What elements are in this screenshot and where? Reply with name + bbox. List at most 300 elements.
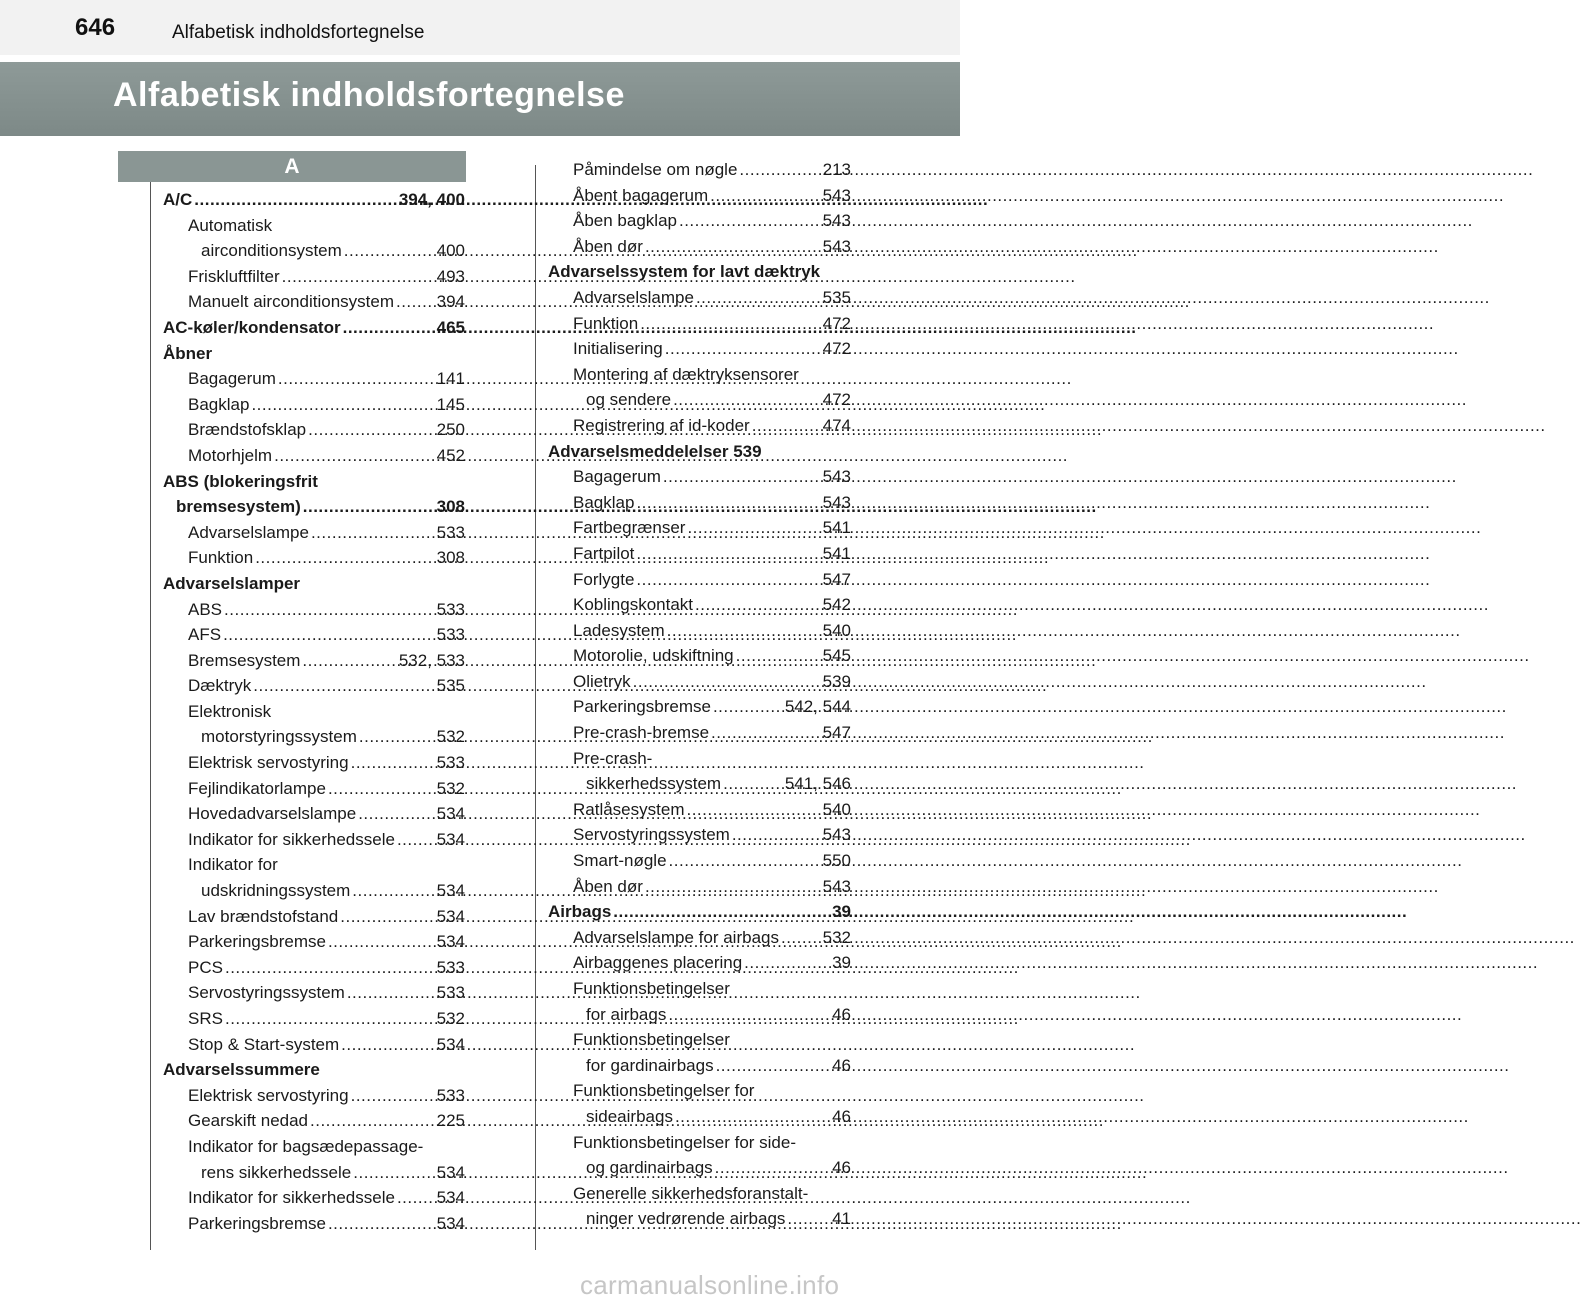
index-entry [163, 904, 465, 930]
index-entry-term: motorstyringssystem [201, 727, 357, 747]
index-entry-term: sideairbags [586, 1106, 673, 1126]
index-entry-page: 547 [822, 723, 851, 743]
dot-leader [341, 1032, 434, 1058]
index-entry [163, 264, 465, 290]
index-entry-term: Bremsesystem [188, 650, 301, 670]
dot-leader [710, 183, 820, 209]
index-entry [548, 208, 851, 234]
index-entry-term: airconditionsystem [201, 241, 342, 261]
index-entry [548, 899, 851, 925]
index-entry-term: Funktionsbetingelser [573, 979, 730, 998]
index-entry-page: 534 [436, 932, 465, 952]
index-entry-term: Generelle sikkerhedsforanstalt- [573, 1183, 809, 1203]
index-entry-page: 534 [436, 1162, 465, 1182]
index-entry [548, 592, 851, 618]
index-entry [163, 980, 465, 1006]
dot-leader [686, 797, 820, 823]
dot-leader [359, 724, 435, 750]
index-entry-term: Parkeringsbremse [573, 697, 711, 717]
index-entry [163, 673, 465, 699]
banner-title: Alfabetisk indholdsfortegnelse [113, 76, 625, 114]
dot-leader [645, 234, 821, 260]
dot-leader [397, 827, 435, 853]
dot-leader [752, 413, 821, 439]
index-entry [548, 490, 851, 516]
index-entry-term: AC-køler/kondensator [163, 317, 341, 337]
index-entry-term: Smart-nøgle [573, 851, 667, 871]
dot-leader [353, 1160, 434, 1186]
dot-leader [668, 1002, 830, 1028]
index-entry-page: 547 [822, 569, 851, 589]
index-entry [163, 187, 465, 213]
index-entry-term: Friskluftfilter [188, 266, 280, 286]
dot-leader [613, 899, 830, 925]
index-entry-term: Åbent bagagerum [573, 185, 709, 205]
index-entry-page: 534 [436, 1213, 465, 1233]
index-entry-term: bremsesystem) [176, 497, 301, 517]
index-entry [548, 1206, 851, 1232]
index-entry-term: Funktion [188, 548, 254, 568]
index-entry-page: 452 [436, 445, 465, 465]
index-entry [548, 515, 851, 541]
index-entry-page: 543 [822, 825, 851, 845]
index-entry-term: Elektrisk servostyring [188, 753, 349, 773]
index-entry-page: 533 [436, 983, 465, 1003]
index-entry-term: Funktion [573, 313, 639, 333]
watermark: carmanualsonline.info [580, 1270, 840, 1300]
index-entry [548, 183, 851, 209]
index-entry-term: ABS [188, 599, 223, 619]
dot-leader [308, 417, 435, 443]
index-entry [163, 1134, 465, 1160]
dot-leader [787, 1206, 830, 1232]
index-entry-term: Brændstofsklap [188, 420, 307, 440]
index-entry [548, 1104, 851, 1130]
index-entry-page: 543 [822, 211, 851, 231]
index-entry-page: 493 [436, 266, 465, 286]
index-entry-page: 533 [436, 1085, 465, 1105]
index-entry-term: Stop & Start-system [188, 1034, 340, 1054]
dot-leader [274, 443, 435, 469]
index-entry-page: 543 [822, 467, 851, 487]
index-entry-term: Påmindelse om nøgle [573, 160, 738, 179]
index-entry [548, 1130, 851, 1156]
dot-leader [736, 643, 821, 669]
index-entry-term: Bagklap [573, 492, 635, 512]
index-entry-page: 225 [436, 1111, 465, 1131]
index-entry-page: 543 [822, 492, 851, 512]
left-column-rule [150, 165, 151, 1250]
index-entry-term: Airbaggenes placering [573, 953, 743, 973]
index-entry-term: Initialisering [573, 339, 663, 359]
index-entry [548, 541, 851, 567]
index-entry-page: 46 [832, 1106, 851, 1126]
index-entry-page: 534 [436, 1034, 465, 1054]
dot-leader [351, 750, 435, 776]
index-entry-page: 465 [436, 317, 465, 337]
index-entry-page: 394, 400 [398, 190, 465, 209]
index-entry [163, 494, 465, 520]
index-entry-term: Indikator for sikkerhedssele [188, 829, 395, 849]
index-entry-page: 532 [822, 927, 851, 947]
index-entry-page: 533 [436, 522, 465, 542]
index-entry-page: 400 [436, 241, 465, 261]
index-entry-term: Advarselssystem for lavt dæktryk [548, 262, 821, 282]
dot-leader [636, 490, 820, 516]
index-entry-term: og gardinairbags [586, 1158, 713, 1178]
dot-leader [667, 618, 821, 644]
dot-leader [397, 1185, 435, 1211]
index-entry [163, 417, 465, 443]
index-entry-page: 394 [436, 292, 465, 312]
index-entry [548, 336, 851, 362]
index-entry-term: Bagagerum [188, 369, 276, 389]
index-entry [163, 878, 465, 904]
index-entry [548, 874, 851, 900]
index-entry-page: 39 [832, 953, 851, 973]
index-entry [163, 1032, 465, 1058]
dot-leader [251, 392, 434, 418]
index-entry-term: Motorolie, udskiftning [573, 646, 734, 666]
index-entry-page: 539 [822, 671, 851, 691]
dot-leader [669, 848, 821, 874]
index-entry-page: 534 [436, 881, 465, 901]
index-entry [548, 720, 851, 746]
index-entry-page: 472 [822, 390, 851, 410]
index-entry [548, 1078, 851, 1104]
index-entry-term: ninger vedrørende airbags [586, 1209, 786, 1229]
index-entry-term: PCS [188, 957, 223, 977]
index-entry [163, 776, 465, 802]
index-entry [163, 520, 465, 546]
dot-leader [687, 515, 820, 541]
index-entry-page: 472 [822, 313, 851, 333]
dot-leader [636, 567, 820, 593]
index-entry-term: Indikator for sikkerhedssele [188, 1188, 395, 1208]
dot-leader [328, 929, 435, 955]
index-entry [163, 827, 465, 853]
index-entry-term: Bagklap [188, 394, 250, 414]
index-entry-page: 533 [436, 599, 465, 619]
dot-leader [679, 208, 821, 234]
index-entry-term: Advarselslampe for airbags [573, 927, 779, 947]
index-entry-term: rens sikkerhedssele [201, 1162, 352, 1182]
dot-leader [675, 1104, 830, 1130]
dot-leader [715, 1155, 830, 1181]
index-entry-term: Elektrisk servostyring [188, 1085, 349, 1105]
index-entry [163, 571, 465, 597]
index-entry-term: Forlygte [573, 569, 635, 589]
index-entry-page: 41 [832, 1209, 851, 1229]
index-entry-term: Registrering af id-koder [573, 415, 750, 435]
index-entry [548, 925, 851, 951]
dot-leader [328, 1211, 435, 1237]
dot-leader [358, 801, 434, 827]
index-entry [163, 1006, 465, 1032]
index-entry [548, 259, 851, 285]
index-entry-page: 542 [822, 595, 851, 615]
index-entry-page: 532 [436, 778, 465, 798]
dot-leader [713, 694, 783, 720]
dot-leader [278, 366, 435, 392]
index-entry [548, 567, 851, 593]
index-entry [548, 771, 851, 797]
dot-leader [311, 520, 435, 546]
index-entry-page: 535 [436, 676, 465, 696]
index-entry [548, 362, 851, 388]
index-entry [548, 413, 851, 439]
index-entry [548, 694, 851, 720]
index-entry-term: Indikator for [188, 855, 278, 875]
dot-leader [225, 1006, 435, 1032]
index-entry [548, 285, 851, 311]
index-entry-term: Manuelt airconditionsystem [188, 292, 394, 312]
dot-leader [723, 771, 783, 797]
index-entry [548, 311, 851, 337]
index-entry [548, 1027, 851, 1053]
dot-leader [636, 541, 820, 567]
index-entry-page: 532 [436, 727, 465, 747]
index-entry [163, 852, 465, 878]
index-entry-term: Montering af dæktryksensorer [573, 364, 799, 384]
index-entry-page: 535 [822, 287, 851, 307]
dot-leader [396, 289, 435, 315]
index-entry [163, 289, 465, 315]
index-entry-page: 250 [436, 420, 465, 440]
dot-leader [673, 387, 821, 413]
index-entry [163, 213, 465, 239]
index-entry-term: udskridningssystem [201, 881, 351, 901]
index-entry-page: 541 [822, 518, 851, 538]
index-entry [163, 724, 465, 750]
index-column-right [548, 157, 851, 1232]
index-entry-term: Parkeringsbremse [188, 932, 326, 952]
page-header [0, 0, 960, 55]
index-letter-header: A [118, 151, 466, 182]
dot-leader [343, 315, 435, 341]
index-entry [548, 157, 851, 183]
index-entry-page: 541 [822, 543, 851, 563]
dot-leader [351, 1083, 435, 1109]
index-entry-term: Parkeringsbremse [188, 1213, 326, 1233]
index-entry-page: 472 [822, 339, 851, 359]
index-entry [548, 439, 851, 465]
dot-leader [282, 264, 435, 290]
index-entry-page: 545 [822, 646, 851, 666]
index-entry [163, 622, 465, 648]
index-entry-term: Dæktryk [188, 676, 252, 696]
index-entry-page: 533 [436, 957, 465, 977]
index-entry [548, 234, 851, 260]
index-entry [163, 1057, 465, 1083]
index-entry-term: AFS [188, 625, 222, 645]
index-entry-page: 533 [436, 625, 465, 645]
index-entry-term: ABS (blokeringsfrit [163, 471, 318, 491]
index-entry-term: Funktionsbetingelser [573, 1030, 730, 1050]
index-entry-term: Fartbegrænser [573, 518, 686, 538]
index-entry-page: 308 [436, 497, 465, 517]
index-entry-page: 474 [822, 415, 851, 435]
dot-leader [340, 904, 434, 930]
dot-leader [352, 878, 434, 904]
dot-leader [255, 545, 434, 571]
index-entry [163, 750, 465, 776]
index-entry-term: Pre-crash- [573, 748, 653, 768]
dot-leader [328, 776, 435, 802]
index-entry [163, 469, 465, 495]
index-entry [163, 443, 465, 469]
index-entry [163, 699, 465, 725]
index-entry [163, 955, 465, 981]
index-entry-page: 550 [822, 851, 851, 871]
index-entry [163, 1160, 465, 1186]
index-entry-page: 534 [436, 804, 465, 824]
index-entry-term: Indikator for bagsædepassage- [188, 1136, 424, 1156]
index-entry-term: Fartpilot [573, 543, 635, 563]
dot-leader [225, 955, 435, 981]
index-entry [548, 950, 851, 976]
dot-leader [711, 720, 821, 746]
dot-leader [310, 1108, 435, 1134]
index-entry-term: Gearskift nedad [188, 1111, 309, 1131]
index-entry-term: for gardinairbags [586, 1055, 714, 1075]
index-entry-term: Servostyringssystem [188, 983, 345, 1003]
dot-leader [739, 157, 820, 183]
index-entry-term: Åben dør [573, 876, 643, 896]
index-entry-term: Ratlåsesystem [573, 799, 685, 819]
index-entry-page: 534 [436, 906, 465, 926]
index-entry [163, 392, 465, 418]
index-entry [548, 618, 851, 644]
index-entry-term: Åbner [163, 343, 213, 363]
index-entry [548, 464, 851, 490]
dot-leader [665, 336, 821, 362]
index-entry [548, 976, 851, 1002]
index-entry-term: Automatisk [188, 215, 273, 235]
index-entry-page: 141 [436, 369, 465, 389]
index-entry-term: Elektronisk [188, 701, 272, 721]
index-entry-term: Hovedadvarselslampe [188, 804, 357, 824]
index-entry-page: 534 [436, 829, 465, 849]
index-entry-page: 540 [822, 799, 851, 819]
index-entry-term: Servostyringssystem [573, 825, 730, 845]
index-entry-term: Olietryk [573, 671, 631, 691]
index-entry-page: 541, 546 [784, 774, 851, 794]
dot-leader [696, 285, 821, 311]
index-entry-term: Pre-crash-bremse [573, 723, 710, 743]
index-entry [548, 1053, 851, 1079]
index-entry-term: sikkerhedssystem [586, 774, 722, 794]
index-entry-term: Åben dør [573, 236, 643, 256]
index-entry-term: A/C [163, 190, 193, 209]
dot-leader [744, 950, 830, 976]
index-entry-term: Advarselslampe [188, 522, 309, 542]
index-entry [548, 746, 851, 772]
index-entry-term: Bagagerum [573, 467, 661, 487]
dot-leader [645, 874, 821, 900]
dot-leader [223, 622, 435, 648]
index-entry [548, 822, 851, 848]
index-entry-term: Lav brændstofstand [188, 906, 339, 926]
index-entry [163, 238, 465, 264]
index-entry [163, 801, 465, 827]
section-banner [0, 62, 960, 136]
index-entry [548, 669, 851, 695]
index-entry [163, 545, 465, 571]
dot-leader [347, 980, 435, 1006]
index-entry [163, 1083, 465, 1109]
index-entry-page: 46 [832, 1158, 851, 1178]
index-entry-term: og sendere [586, 390, 672, 410]
index-entry [163, 597, 465, 623]
index-entry [163, 315, 465, 341]
index-entry-page: 542, 544 [784, 697, 851, 717]
dot-leader [781, 925, 821, 951]
dot-leader [633, 669, 821, 695]
index-entry-page: 534 [436, 1188, 465, 1208]
index-entry [163, 1185, 465, 1211]
index-entry [163, 1108, 465, 1134]
dot-leader [224, 597, 435, 623]
index-entry-term: SRS [188, 1009, 223, 1028]
index-entry [548, 1002, 851, 1028]
index-entry [548, 1155, 851, 1181]
dot-leader [695, 592, 821, 618]
index-entry-page: 540 [822, 620, 851, 640]
index-column-left [163, 187, 465, 1236]
index-entry-page: 213 [822, 160, 851, 179]
dot-leader [253, 673, 434, 699]
index-entry-page: 543 [822, 876, 851, 896]
index-entry-term: Advarselsmeddelelser 539 [548, 441, 762, 461]
index-entry-term: Koblingskontakt [573, 595, 694, 615]
index-entry-page: 145 [436, 394, 465, 414]
dot-leader [302, 648, 396, 674]
index-entry-page: 39 [832, 902, 851, 922]
index-entry-term: Funktionsbetingelser for [573, 1081, 755, 1101]
index-entry [163, 1211, 465, 1237]
dot-leader [732, 822, 821, 848]
index-entry-page: 46 [832, 1004, 851, 1024]
running-title: Alfabetisk indholdsfortegnelse [172, 22, 425, 43]
index-entry-term: Advarselslampe [573, 287, 694, 307]
index-entry-term: Motorhjelm [188, 445, 273, 465]
dot-leader [716, 1053, 831, 1079]
index-entry-term: Advarselslamper [163, 573, 301, 593]
index-entry-page: 532 [436, 1009, 465, 1028]
index-entry-page: 543 [822, 185, 851, 205]
page-number: 646 [75, 14, 116, 41]
index-entry [163, 366, 465, 392]
index-entry [163, 929, 465, 955]
index-entry-page: 46 [832, 1055, 851, 1075]
index-entry-page: 533 [436, 753, 465, 773]
index-entry [548, 643, 851, 669]
dot-leader [194, 187, 397, 213]
index-entry-term: for airbags [586, 1004, 667, 1024]
index-entry [548, 797, 851, 823]
index-entry-term: Åben bagklap [573, 211, 677, 231]
index-entry [163, 341, 465, 367]
dot-leader [663, 464, 821, 490]
index-entry [548, 1181, 851, 1207]
index-entry-term: Funktionsbetingelser for side- [573, 1132, 797, 1152]
index-entry-term: Airbags [548, 902, 612, 922]
index-entry-page: 532, 533 [398, 650, 465, 670]
index-entry [548, 848, 851, 874]
index-entry-term: Ladesystem [573, 620, 665, 640]
index-entry-page: 543 [822, 236, 851, 256]
